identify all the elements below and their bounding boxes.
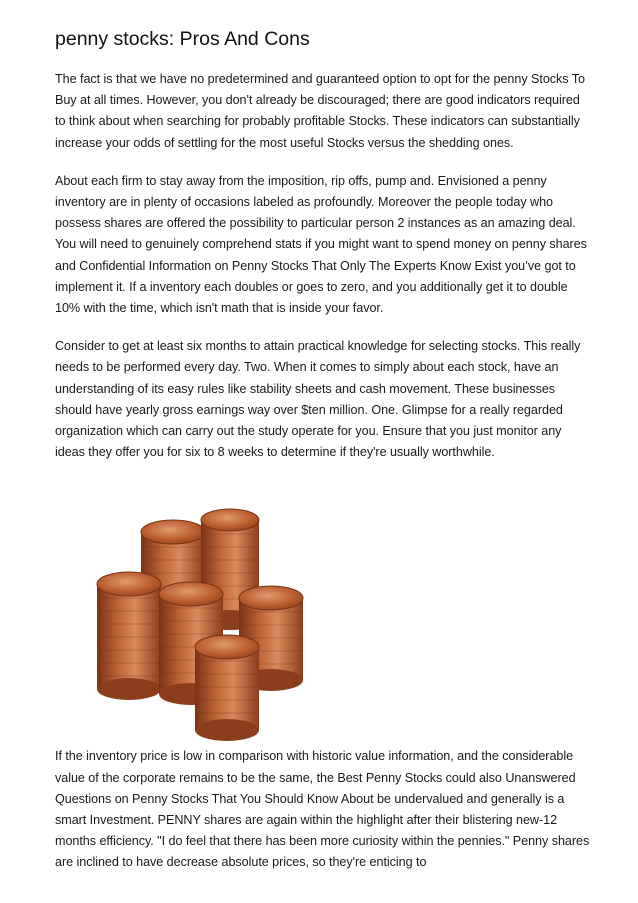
paragraph-1: The fact is that we have no predetermined and guaranteed option to opt for the penny Stocks To Buy at all times. However, you don't already be discouraged; there are good indicators required to think about when searching for probably profitable Stocks. These indicators can substantially increase your odds of settling for the most useful Stocks versus the shedding ones. [55, 72, 585, 150]
paragraph-2: About each firm to stay away from the imposition, rip offs, pump and. Envisioned a penny inventory are in plenty of occasions labeled as profoundly. Moreover the people today who possess shares are offered the possibility to particular person 2 instances as an amazing deal. You will need to genuinely comprehend stats if you might want to spend money on penny shares and Confidential Information on Penny Stocks That Only The Experts Know Exist you’ve got to implement it. If a inventory each doubles or goes to zero, and you additionally get it to double 10% with the time, which isn't math that is inside your favor. [55, 173, 587, 316]
document-title: penny stocks: Pros And Cons [55, 28, 310, 50]
paragraph-3: Consider to get at least six months to attain practical knowledge for selecting stocks. This really needs to be performed every day. Two. When it comes to simply about each stock, have an understanding of its easy rules like stability sheets and cash movement. These businesses should have yearly gross earnings way over $ten million. One. Glimpse for a really regarded organization which can carry out the study operate for you. Ensure that you just monitor any ideas they offer you for six to 8 weeks to determine if they're usually worthwhile. [55, 339, 581, 460]
penny-stacks-image [91, 502, 311, 742]
coin-stack-front [191, 635, 263, 741]
coin-stack-left [93, 572, 165, 700]
paragraph-4: If the inventory price is low in comparison with historic value information, and the considerable value of the corporate remains to be the same, the Best Penny Stocks could also Unanswered Questions on Penny Stocks That You Should Know About be undervalued and generally is a smart Investment. PENNY shares are again within the highlight after their blistering new-12 months efficiency. "I do feel that there has been more curiosity within the pennies." Penny shares are inclined to have decrease absolute prices, so they're enticing to [55, 749, 590, 870]
document-page [55, 26, 590, 874]
penny-stacks-figure [55, 480, 590, 742]
